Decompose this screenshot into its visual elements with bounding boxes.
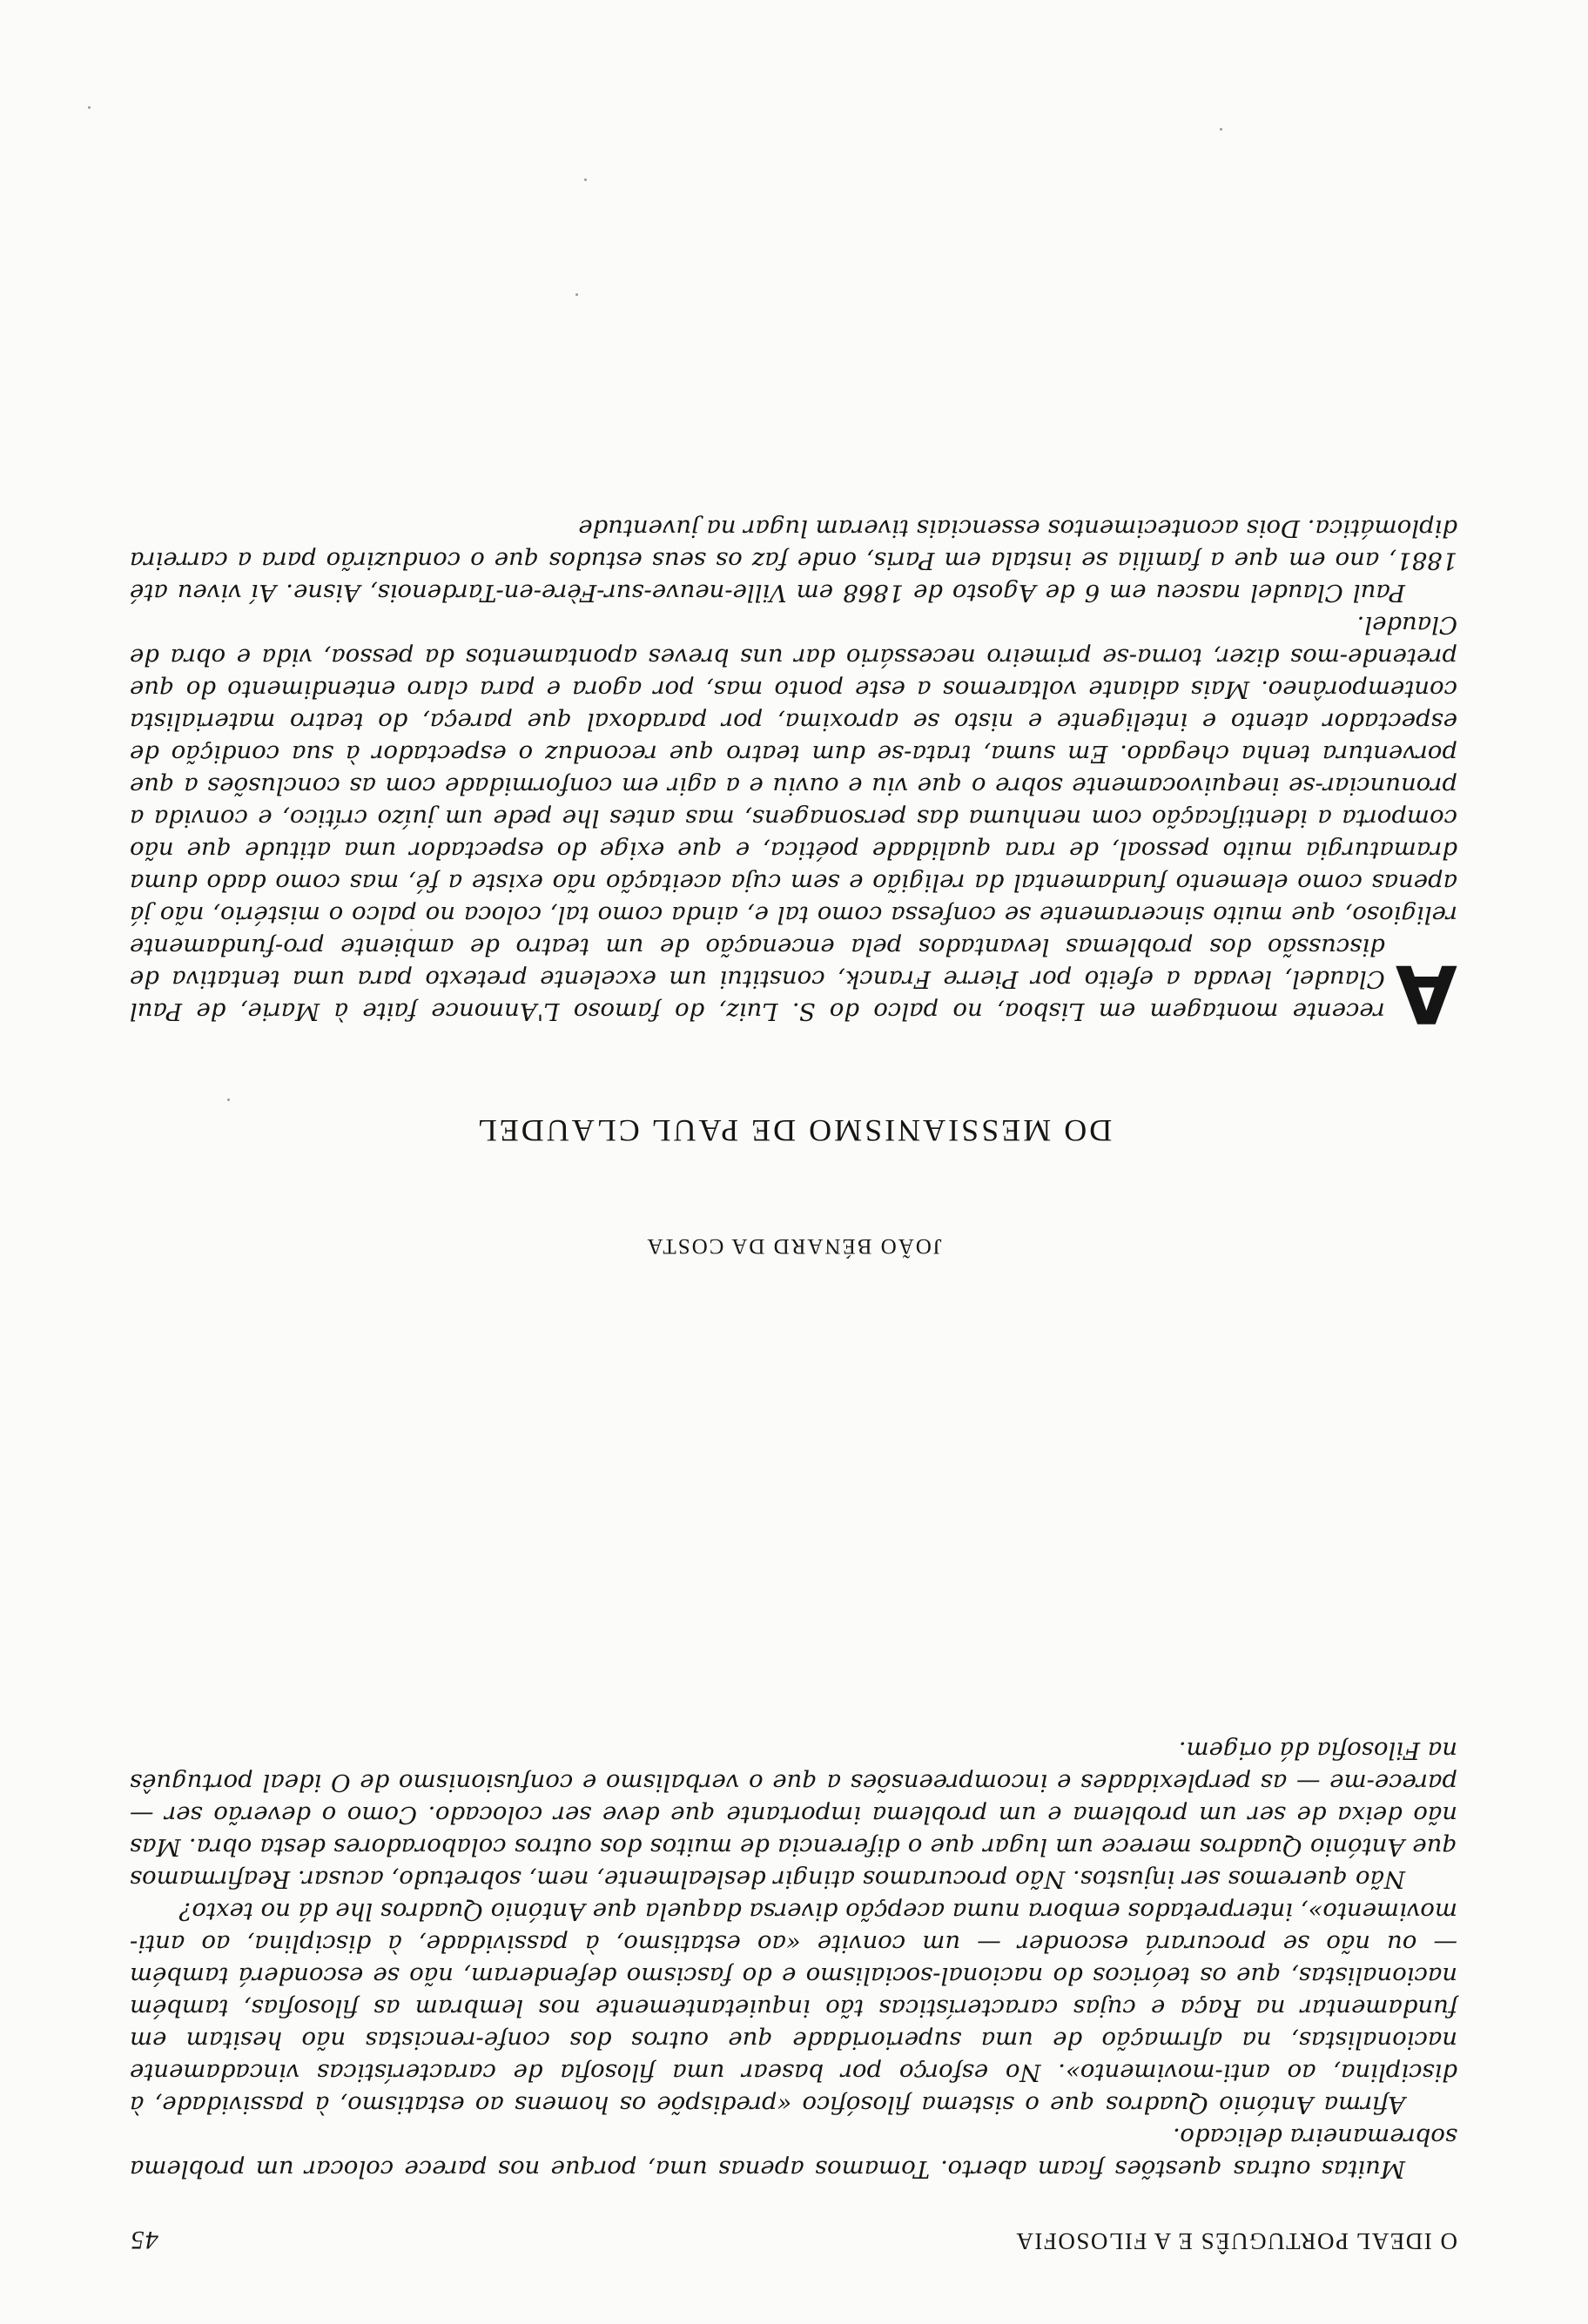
scan-speck — [575, 293, 578, 296]
drop-cap: A — [1395, 947, 1457, 1040]
running-head — [130, 2216, 1457, 2254]
article-first-paragraph — [130, 608, 1457, 1040]
article-body — [130, 512, 1457, 1040]
page-number: 45 — [130, 2226, 158, 2254]
previous-article-continuation — [130, 1734, 1457, 2185]
first-paragraph-text: recente montagem em Lisboa, no palco do S. Luiz, do famoso L'Annonce faite à Marie, de Paul Claudel, levada a efeito por Pierre Franck, constitui um excelente pretexto para uma tentativa de discussão dos problemas levantados pela encenação de um teatro de ambiente pro-fundamente religioso, que muito sinceramente se confessa como tal e, ainda como tal, coloca no palco o mistério, não já apenas como elemento fundamental da religião e sem cuja aceitação não existe a fé, mas como dado duma dramaturgia muito pessoal, de rara qualidade poética, e que exige do espectador uma atitude que não comporta a identificação com nenhuma das personagens, mas antes lhe pede um juízo crítico, e convida a pronunciar-se inequivocamente sobre o que viu e ouviu e a agir em conformidade com as conclusões a que porventura tenha chegado. Em suma, trata-se dum teatro que reconduz o espectador à sua condição de espectador atento e inteligente e nisto se aproxima, por paradoxal que pareça, do teatro materialista contemporâneo. Mais adiante voltaremos a este ponto mas, por agora e para claro entendimento do que pretende-mos dizer, torna-se primeiro necessário dar uns breves apontamentos da pessoa, vida e obra de Claudel. — [130, 611, 1457, 1025]
article-author: JOÃO BÉNARD DA COSTA — [645, 1234, 942, 1258]
scan-speck — [227, 1098, 230, 1101]
scan-speck — [584, 178, 587, 181]
scan-speck — [1220, 128, 1222, 131]
article-second-paragraph: Paul Claudel nasceu em 6 de Agosto de 1868 em Ville-neuve-sur-Fère-en-Tardenois, Aisne. Aí viveu até 1881, ano em que a família se instala em Paris, onde faz os seus estudos que o conduzirão para a carreira diplomática. Dois acontecimentos essenciais tiveram lugar na juventude — [130, 514, 1457, 607]
running-head-title: O IDEAL PORTUGUÊS E A FILOSOFIA — [1014, 2228, 1457, 2254]
scan-speck — [88, 106, 91, 109]
article-title: DO MESSIANISMO DE PAUL CLAUDEL — [474, 1113, 1113, 1148]
paragraph: Afirma António Quadros que o sistema filosófico «predispõe os homens ao estatismo, à passividade, à disciplina, ao anti-movimento». No esforço por basear uma filosofia de características vincadamente nacionalistas, na afirmação de uma superioridade que outros dos confe-rencistas não hesitam em fundamentar na Raça e cujas características tão inquietantemente nos lembram as filosofias, também nacionalistas, que os teóricos do nacional-socialismo e do fascismo defenderam, não se esconderá também — ou não se procurará esconder — um convite «ao estatismo, à passividade, à disciplina, ao anti-movimento», interpretados embora numa acepção diversa daquela que António Quadros lhe dá no texto? — [130, 1897, 1457, 2119]
paragraph: Muitas outras questões ficam aberto. Tomamos apenas uma, porque nos parece colocar um problema sobremaneira delicado. — [130, 2123, 1457, 2183]
scan-speck — [410, 929, 413, 931]
paragraph: Não queremos ser injustos. Não procuramos atingir deslealmente, nem, sobretudo, acusar. Reafirmamos que António Quadros merece um lugar que o diferencia de muitos dos outros colaboradores desta obra. Mas não deixa de ser um problema e um problema importante que deve ser colocado. Como o deverão ser — parece-me — as perplexidades e incompreensões a que o verbalismo e confusionismo de O ideal português na Filosofia dá origem. — [130, 1736, 1457, 1893]
